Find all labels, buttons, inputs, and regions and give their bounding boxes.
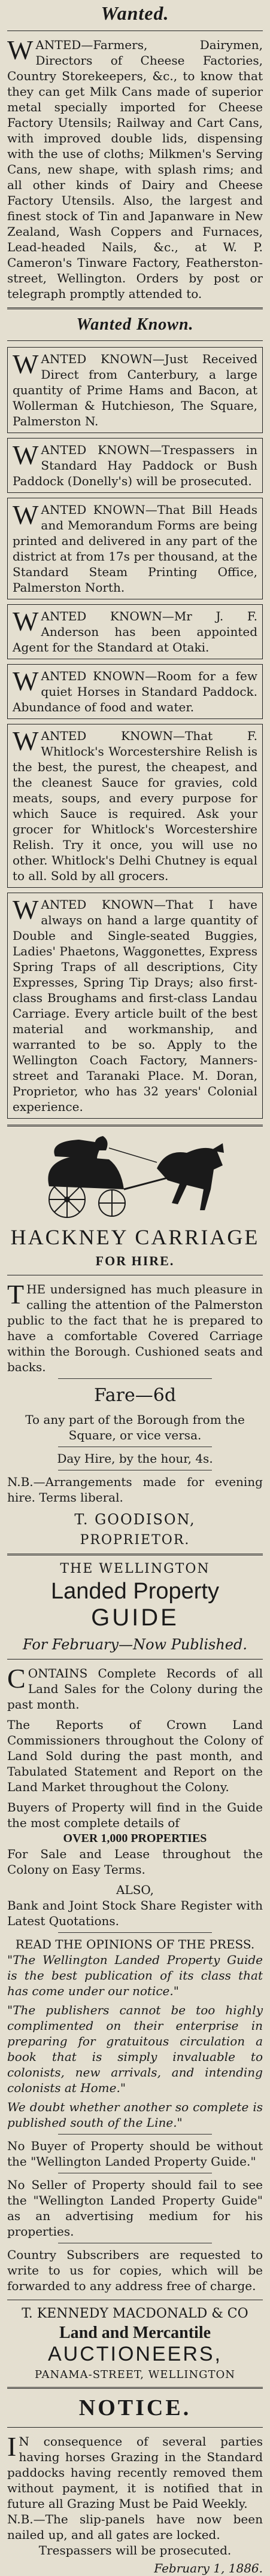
landed-properties-count: OVER 1,000 PROPERTIES [63,1832,207,1845]
press-quote-1: "The Wellington Landed Property Guide is the best publication of its class that has come under our notice." [7,1953,263,1998]
landed-country: Country Subscribers are requested to write to us for copies, which will be forwarded to any address free of charge. [7,2248,263,2293]
divider [7,340,263,341]
landed-pre: THE WELLINGTON [60,1561,210,1576]
landed-reports: The Reports of Crown Land Commissioners throughout the Colony of Land Sold during the past month, and Tabulated Statement and Report on the Land Market throughout the Colony. [7,1718,263,1794]
short-rule [58,2134,211,2135]
landed-contains: CONTAINS Complete Records of all Land Sales for the Colony during the past month. [7,1663,263,1712]
divider [7,1554,263,1555]
hackney-title: HACKNEY CARRIAGE [10,1225,260,1249]
notice-trespassers: Trespassers will be prosecuted. [38,2543,232,2557]
fare-heading: Fare—6d [93,1385,177,1406]
carriage-illustration [7,1132,263,1222]
hackney-body: THE undersigned has much pleasure in calling the attention of the Palmerston public to the fact that he is prepared to have a comfortable Covered Carriage within the Borough. Cushioned seats and backs. [7,1279,263,1374]
landed-seller-note: No Seller of Property should fail to see the "Wellington Landed Property Guide" as an advertising medium for his properties. [7,2178,263,2239]
wanted-known-ad-trespassers: WANTED KNOWN—Trespassers in Standard Hay Paddock or Bush Paddock (Donelly's) will be prosecuted. [7,438,263,493]
press-quote-2: "The publishers cannot be too highly complimented on their enterprise in preparing for gratuitous circulation a book that is simply invaluable to colonists, new arrivals, and intending colonists at Home." [7,2003,263,2095]
proprietor-name: T. GOODISON, [74,1511,196,1528]
wanted-known-heading: Wanted Known. [76,315,194,334]
wanted-known-ad-billheads: WANTED KNOWN—That Bill Heads and Memorandum Forms are being printed and delivered in any part of the district at from 17s per thousand, at the Standard Steam Printing Office, Palmerston North. [7,498,263,599]
wanted-known-ad-coach: WANTED KNOWN—That I have always on hand a large quantity of Double and Single-seated Buggies, Ladies' Phaetons, Waggonettes, Express Spring Traps of all descriptions, City Expresses, Spring Tip Drays; also first-class Broughams and first-class Landau Carriage. Every article built of the best material and workmanship, and warranted to be so. Apply to the Wellington Coach Factory, Manners-street and Taranaki Place. M. Doran, Proprietor, who has 32 years' Colonial experience. [7,893,263,1119]
notice-date: February 1, 1886. [154,2561,263,2575]
wanted-known-section [7,315,263,1126]
auctioneer-firm-type: Land and Mercantile [59,2324,211,2342]
auctioneer-firm: T. KENNEDY MACDONALD & CO [22,2306,248,2321]
notice-title: NOTICE. [78,2395,192,2420]
divider [7,2427,263,2428]
wanted-known-ad-hams: WANTED KNOWN—Just Received Direct from Canterbury, a large quantity of Prime Hams and Bacon, at Wollerman & Hutchieson, The Square, Palmerston N. [7,347,263,433]
divider [7,1125,263,1126]
landed-also: ALSO, [116,1883,154,1897]
wanted-ad-cameron: WANTED—Farmers, Dairymen, Directors of Cheese Factories, Country Storekeepers, &c., to know that they can get Milk Cans made of superior metal specially imported for Cheese Factory Utensils; Railway and Cart Cans, with improved double lids, dispensing with the use of cloths; Milkmen's Serving Cans, new shape, with splash rims; and all other kinds of Dairy and Cheese Factory Utensils. Also, the largest and finest stock of Tin and Japanware in New Zealand, Wash Coppers and Furnaces, Lead-headed Nails, &c., at W. P. Cameron's Tinware Factory, Featherston-street, Wellington. Orders by post or telegraph promptly attended to. [7,35,263,301]
landed-title: Landed Property [51,1579,219,1604]
wanted-known-ad-relish: WANTED KNOWN—That F. Whitlock's Worcestershire Relish is the best, the purest, the cheapest, and the cleanest Sauce for gravies, cold meats, soups, and every purpose for which Sauce is required. Ask your grocer for Whitlock's Worcestershire Relish. Try it once, you will use no other. Whitlock's Delhi Chutney is equal to all. Sold by all grocers. [7,724,263,888]
short-rule [58,1378,211,1379]
wanted-known-ad-horses: WANTED KNOWN—Room for a few quiet Horses in Standard Paddock. Abundance of food and water. [7,664,263,719]
wanted-known-ad-agent: WANTED KNOWN—Mr J. F. Anderson has been appointed Agent for the Standard at Otaki. [7,604,263,659]
dropcap-w: W [7,35,34,65]
divider [7,2387,263,2389]
landed-buyer-note: No Buyer of Property should be without the "Wellington Landed Property Guide." [7,2139,263,2169]
hackney-section [7,1132,263,1555]
short-rule [58,1932,211,1933]
divider [7,307,263,309]
notice-section [7,2395,263,2576]
fare-body: To any part of the Borough from the Square, or vice versa. [25,1412,245,1442]
wanted-heading: Wanted. [101,2,169,24]
landed-for-sale: For Sale and Lease throughout the Colony on Easy Terms. [7,1847,263,1877]
wanted-section [7,0,263,309]
landed-published: For February—Now Published. [23,1636,247,1653]
notice-body: I N consequence of several parties having horses Grazing in the Standard paddocks having recently removed them without payment, it is notified that in future all Grazing Must be Paid Weekly. [7,2431,263,2511]
landed-bank: Bank and Joint Stock Share Register with Latest Quotations. [7,1898,263,1928]
press-quote-3: We doubt whether another so complete is published south of the Line." [7,2100,263,2130]
proprietor-title: PROPRIETOR. [80,1533,190,1548]
day-hire: Day Hire, by the hour, 4s. [57,1451,213,1466]
hackney-subtitle: FOR HIRE. [95,1253,175,1268]
auctioneer-title: AUCTIONEERS, [47,2343,223,2365]
hackney-nb: N.B.—Arrangements made for evening hire. Terms liberal. [7,1475,263,1505]
landed-read-press: READ THE OPINIONS OF THE PRESS. [15,1937,255,1951]
auctioneer-address: PANAMA-STREET, WELLINGTON [35,2368,235,2381]
notice-nb: N.B.—The slip-panels have now been nailed up, and all gates are locked. [7,2512,263,2542]
landed-title-guide: GUIDE [91,1604,179,1631]
divider [7,1659,263,1660]
landed-property-section [7,1561,263,2389]
landed-buyers: Buyers of Property will find in the Guide the most complete details of [7,1800,263,1830]
